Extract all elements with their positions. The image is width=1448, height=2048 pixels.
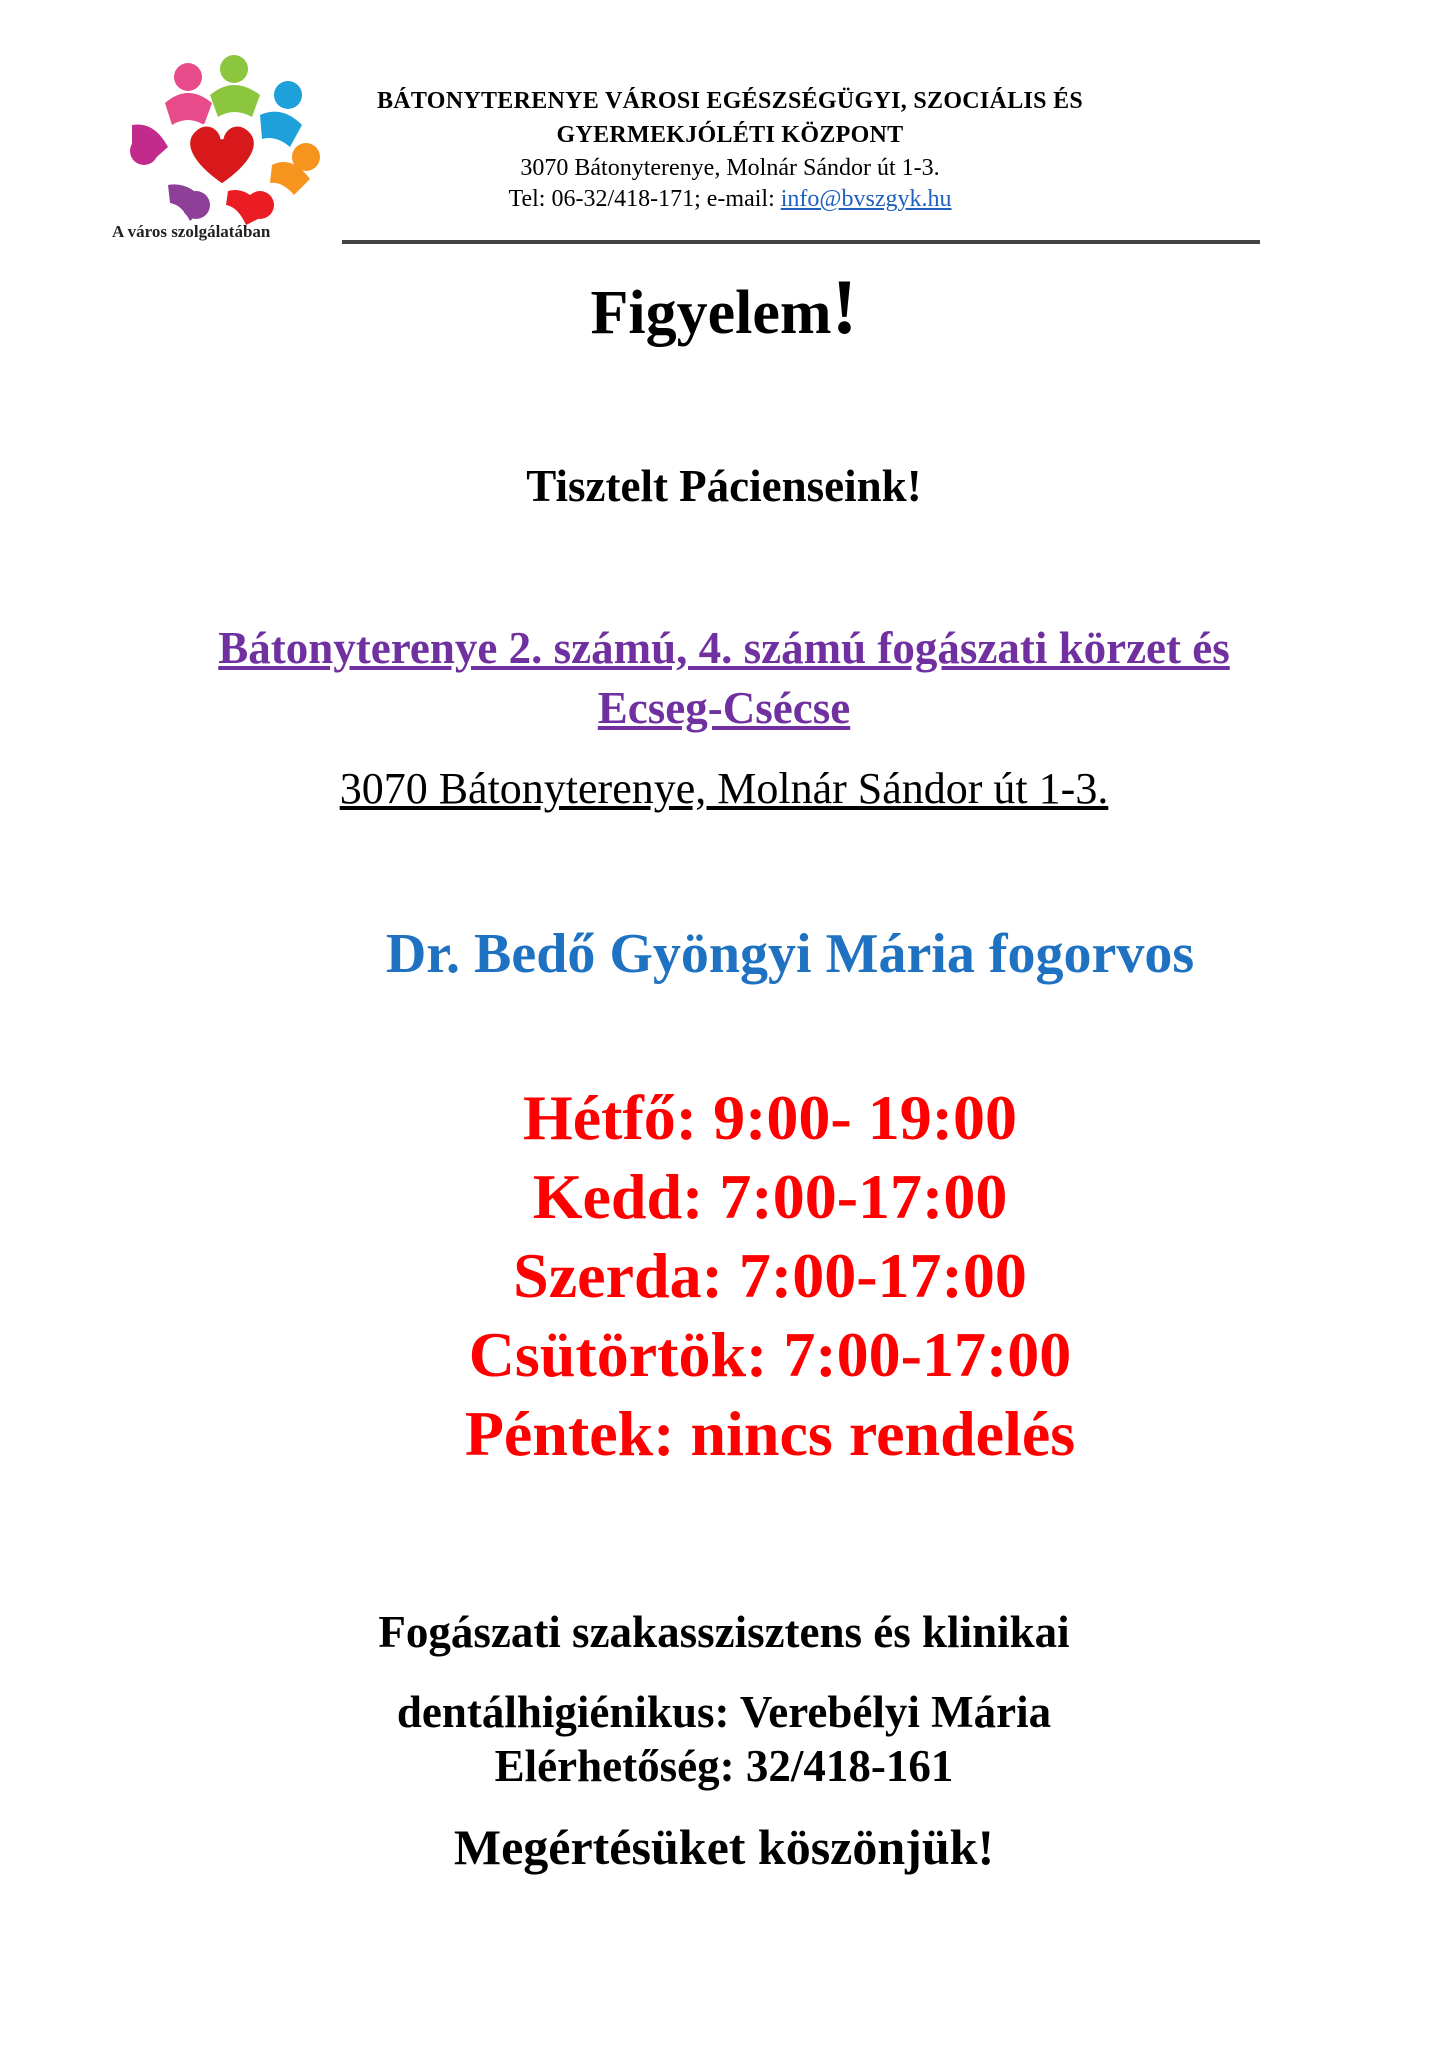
organization-logo bbox=[110, 55, 340, 245]
doctor-name: Dr. Bedő Gyöngyi Mária fogorvos bbox=[385, 923, 1195, 985]
district-heading bbox=[160, 618, 1288, 738]
schedule-row-thursday: Csütörtök: 7:00-17:00 bbox=[468, 1319, 1072, 1390]
schedule-row-friday: Péntek: nincs rendelés bbox=[464, 1398, 1076, 1469]
organization-name-line2: GYERMEKJÓLÉTI KÖZPONT bbox=[556, 122, 904, 148]
page-title bbox=[0, 262, 1448, 352]
schedule-row-monday: Hétfő: 9:00- 19:00 bbox=[522, 1082, 1018, 1153]
contact-phone: Elérhetőség: 32/418-161 bbox=[494, 1741, 954, 1791]
assistant-line2: dentálhigiénikus: Verebélyi Mária bbox=[396, 1687, 1052, 1737]
assistant-line1: Fogászati szakasszisztens és klinikai bbox=[378, 1607, 1070, 1657]
contact-prefix: Tel: 06-32/418-171; e-mail: bbox=[508, 186, 781, 212]
closing-thanks: Megértésüket köszönjük! bbox=[453, 1819, 995, 1875]
email-link[interactable]: info@bvszgyk.hu bbox=[780, 186, 952, 212]
organization-contact bbox=[340, 186, 1120, 213]
organization-address: 3070 Bátonyterenye, Molnár Sándor út 1-3. bbox=[520, 155, 940, 181]
assistant-info bbox=[0, 1592, 1448, 1752]
title-text: Figyelem bbox=[590, 279, 832, 347]
header-divider bbox=[342, 240, 1260, 244]
logo-caption: A város szolgálatában bbox=[112, 222, 271, 241]
district-line2: Ecseg-Csécse bbox=[597, 683, 851, 733]
district-line1: Bátonyterenye 2. számú, 4. számú fogászati körzet és bbox=[218, 623, 1230, 673]
greeting: Tisztelt Pácienseink! bbox=[526, 461, 922, 511]
schedule-row-tuesday: Kedd: 7:00-17:00 bbox=[532, 1161, 1008, 1232]
title-mark: ! bbox=[831, 263, 858, 350]
organization-name-line1: BÁTONYTERENYE VÁROSI EGÉSZSÉGÜGYI, SZOCIÁLIS ÉS bbox=[376, 88, 1084, 114]
schedule-row-wednesday: Szerda: 7:00-17:00 bbox=[513, 1240, 1027, 1311]
opening-hours bbox=[120, 1078, 1420, 1473]
clinic-address: 3070 Bátonyterenye, Molnár Sándor út 1-3. bbox=[339, 764, 1109, 813]
